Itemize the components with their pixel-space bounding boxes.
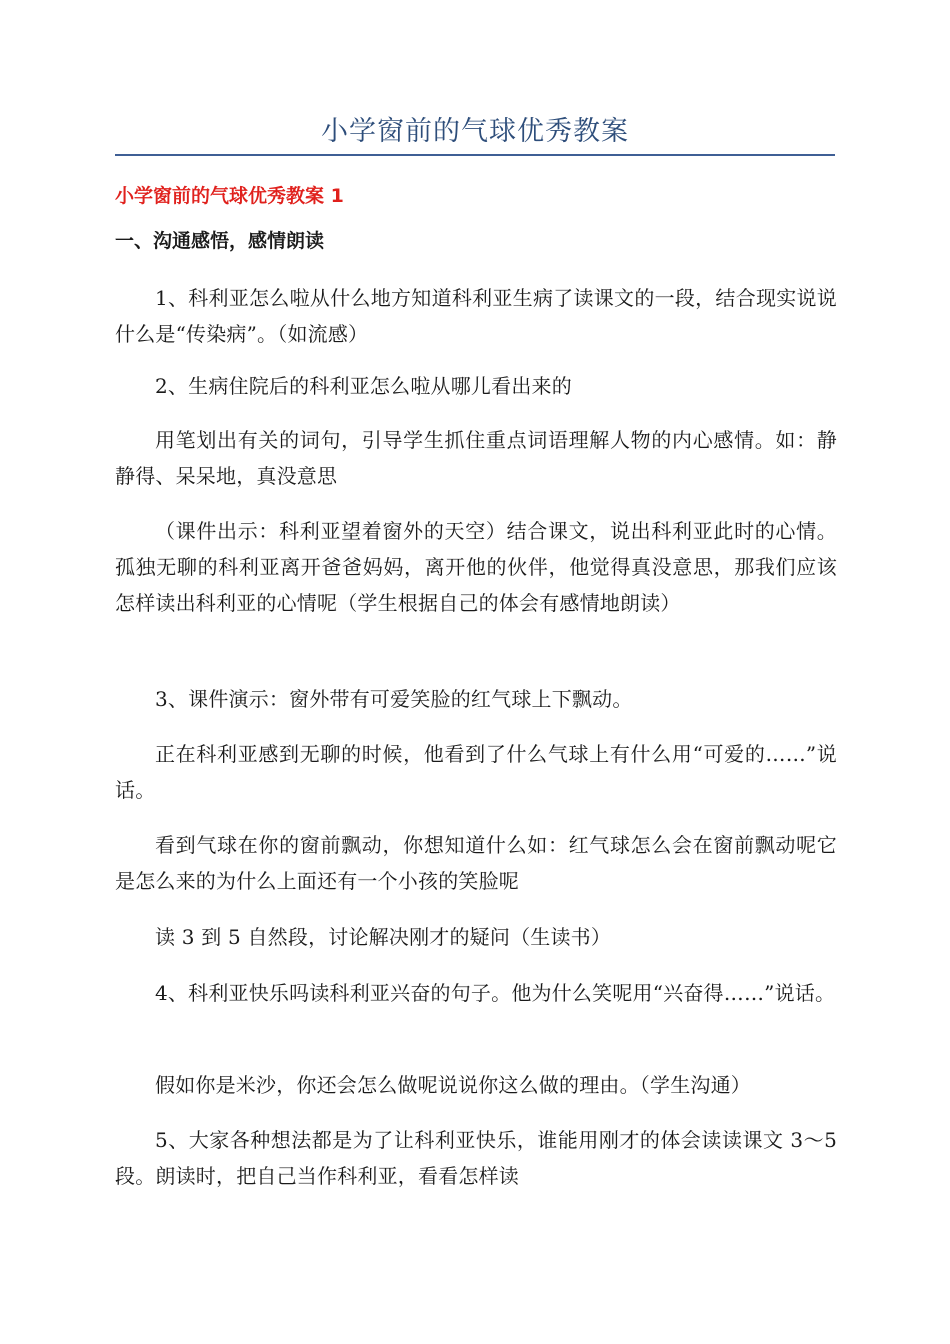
paragraph-10: 假如你是米沙，你还会怎么做呢说说你这么做的理由。（学生沟通）	[155, 1073, 751, 1097]
paragraph-4: （课件出示：科利亚望着窗外的天空）结合课文，说出科利亚此时的心情。孤独无聊的科利亚离开爸爸妈妈，离开他的伙伴，他觉得真没意思，那我们应该怎样读出科利亚的心情呢（学生根据自己的体会有感情地朗读）	[115, 519, 837, 615]
section-heading: 小学窗前的气球优秀教案 1	[115, 185, 344, 207]
paragraph-6: 正在科利亚感到无聊的时候，他看到了什么气球上有什么用“可爱的……”说话。	[115, 742, 837, 802]
paragraph-2: 2、生病住院后的科利亚怎么啦从哪儿看出来的	[155, 374, 572, 398]
paragraph-5: 3、课件演示：窗外带有可爱笑脸的红气球上下飘动。	[155, 687, 633, 711]
paragraph-8: 读 3 到 5 自然段，讨论解决刚才的疑问（生读书）	[155, 925, 612, 949]
paragraph-9: 4、科利亚快乐吗读科利亚兴奋的句子。他为什么笑呢用“兴奋得……”说话。	[155, 981, 836, 1005]
paragraph-11: 5、大家各种想法都是为了让科利亚快乐，谁能用刚才的体会读读课文 3～5 段。朗读时，把自己当作科利亚，看看怎样读	[115, 1128, 837, 1188]
paragraph-3: 用笔划出有关的词句，引导学生抓住重点词语理解人物的内心感情。如：静静得、呆呆地，真没意思	[115, 428, 837, 488]
title-underline	[115, 154, 835, 156]
paragraph-7: 看到气球在你的窗前飘动，你想知道什么如：红气球怎么会在窗前飘动呢它是怎么来的为什么上面还有一个小孩的笑脸呢	[115, 833, 837, 893]
document-title: 小学窗前的气球优秀教案	[321, 116, 629, 147]
paragraph-1: 1、科利亚怎么啦从什么地方知道科利亚生病了读课文的一段，结合现实说说什么是“传染病”。（如流感）	[115, 286, 837, 346]
sub-heading: 一、沟通感悟，感情朗读	[115, 230, 325, 252]
